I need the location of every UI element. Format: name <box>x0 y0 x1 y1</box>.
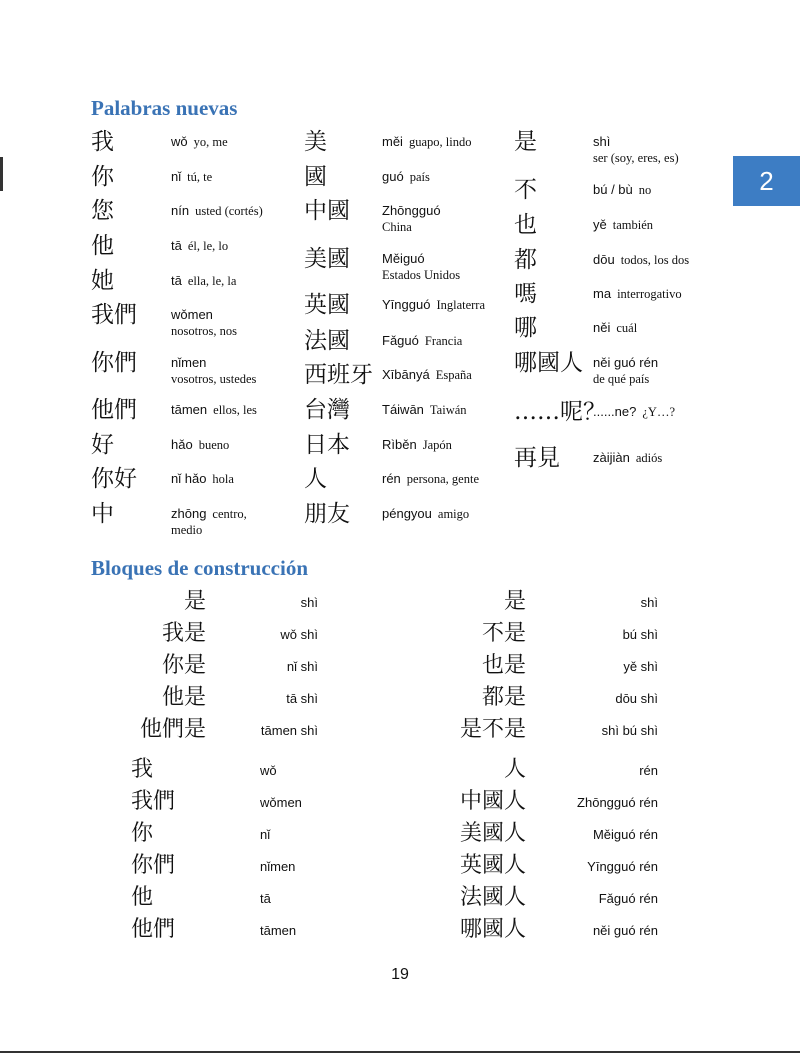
vocab-hanzi: 法國 <box>304 328 350 354</box>
vocab-translation: nosotros, nos <box>171 324 237 338</box>
vocab-pinyin: zàijiàn <box>593 450 630 465</box>
vocab-hanzi: 我們 <box>91 302 137 328</box>
block-hanzi: 是 <box>183 589 206 614</box>
vocab-pinyin: rén <box>382 471 401 486</box>
block-hanzi: 我是 <box>161 621 206 646</box>
vocab-pinyin: péngyou <box>382 506 432 521</box>
vocab-translation: ella, le, la <box>187 274 237 288</box>
vocab-pinyin-line <box>593 355 658 370</box>
vocab-translation: ser (soy, eres, es) <box>593 151 679 165</box>
vocab-pinyin: nín <box>171 203 190 218</box>
vocab-hanzi: 好 <box>91 432 114 458</box>
vocab-hanzi: 台灣 <box>304 397 350 423</box>
vocab-pinyin-line <box>171 307 213 322</box>
block-hanzi: 你 <box>131 821 154 846</box>
block-hanzi: 都是 <box>481 685 526 710</box>
vocab-pinyin-line <box>382 506 469 522</box>
vocab-translation: país <box>409 170 430 184</box>
block-pinyin: wǒ shì <box>280 627 318 642</box>
block-pinyin: tāmen <box>260 923 297 938</box>
vocab-hanzi: 他們 <box>91 397 137 423</box>
block-hanzi: 他是 <box>161 685 206 710</box>
block-hanzi: 哪國人 <box>459 917 526 942</box>
block-pinyin: yě shì <box>623 659 658 674</box>
section-title-building-blocks: Bloques de construcción <box>91 556 309 580</box>
block-pinyin: něi guó rén <box>592 923 658 938</box>
block-hanzi: 他 <box>131 885 154 910</box>
vocab-hanzi: 也 <box>514 212 537 238</box>
vocab-pinyin: nǐ hǎo <box>171 471 207 486</box>
block-pinyin: dōu shì <box>615 691 658 706</box>
block-hanzi: 美國人 <box>459 821 526 846</box>
block-pinyin: Fǎguó rén <box>598 891 658 906</box>
vocab-hanzi: 是 <box>514 129 537 155</box>
vocab-translation: él, le, lo <box>187 239 229 253</box>
vocab-pinyin: Zhōngguó <box>382 203 441 218</box>
vocab-pinyin-line <box>171 437 229 453</box>
vocab-translation: usted (cortés) <box>195 204 263 218</box>
vocab-hanzi: 你好 <box>91 466 137 492</box>
vocab-translation: Estados Unidos <box>382 268 461 282</box>
vocab-hanzi: 哪國人 <box>514 350 583 376</box>
vocab-translation: centro, <box>212 507 247 521</box>
vocab-hanzi: 人 <box>304 466 327 492</box>
vocab-pinyin-line <box>382 251 425 266</box>
block-pinyin: shì bú shì <box>601 723 658 738</box>
vocab-pinyin-line <box>171 203 263 219</box>
vocab-pinyin-line <box>593 182 651 198</box>
vocab-hanzi: 西班牙 <box>304 362 373 388</box>
vocab-pinyin-line <box>382 367 472 383</box>
vocab-pinyin-line <box>593 217 653 233</box>
vocab-pinyin: zhōng <box>171 506 207 521</box>
vocab-pinyin: nǐmen <box>171 355 207 370</box>
block-pinyin: Yīngguó rén <box>587 859 658 874</box>
vocab-hanzi: 美 <box>304 129 327 155</box>
block-pinyin: tā <box>260 891 271 906</box>
vocab-hanzi: 都 <box>514 247 537 273</box>
vocab-hanzi: 哪 <box>514 315 537 341</box>
block-pinyin: tāmen shì <box>260 723 318 738</box>
vocab-translation: todos, los dos <box>620 253 690 267</box>
vocab-pinyin-line <box>593 134 610 149</box>
vocab-hanzi: 不 <box>514 177 537 203</box>
vocab-pinyin-line <box>171 169 212 185</box>
vocab-pinyin-line <box>382 333 462 349</box>
block-hanzi: 你們 <box>131 853 176 878</box>
vocab-pinyin-line <box>382 203 441 218</box>
vocab-pinyin-line <box>382 402 467 418</box>
vocab-translation: Inglaterra <box>436 298 486 312</box>
vocab-pinyin-line <box>171 402 257 418</box>
block-hanzi: 英國人 <box>459 853 526 878</box>
left-edge-bar <box>0 157 3 191</box>
vocab-translation: vosotros, ustedes <box>171 372 257 386</box>
page-number: 19 <box>391 966 409 983</box>
vocab-translation: adiós <box>635 451 663 465</box>
vocab-pinyin: Rìběn <box>382 437 417 452</box>
vocab-pinyin: Měiguó <box>382 251 425 266</box>
vocab-pinyin: wǒmen <box>171 307 213 322</box>
vocab-hanzi: 中國 <box>304 198 350 224</box>
vocab-hanzi: 日本 <box>304 432 350 458</box>
block-pinyin: rén <box>639 763 658 778</box>
vocab-pinyin: Yīngguó <box>382 297 431 312</box>
vocab-translation: no <box>638 183 652 197</box>
block-hanzi: 是不是 <box>459 717 526 742</box>
vocab-pinyin: guó <box>382 169 404 184</box>
vocab-pinyin: měi <box>382 134 403 149</box>
vocab-hanzi: 朋友 <box>304 501 350 527</box>
vocab-hanzi: 您 <box>91 198 114 224</box>
vocab-translation: persona, gente <box>406 472 479 486</box>
bottom-rule <box>0 1051 800 1053</box>
vocab-pinyin: wǒ <box>171 134 188 149</box>
block-hanzi: 人 <box>503 757 526 782</box>
vocab-pinyin-line <box>171 355 206 370</box>
vocab-pinyin: Xībānyá <box>382 367 430 382</box>
block-pinyin: wǒ <box>260 763 277 778</box>
vocab-pinyin: hǎo <box>171 437 193 452</box>
vocab-pinyin: tāmen <box>171 402 208 417</box>
vocab-pinyin-line <box>382 471 479 487</box>
block-pinyin: Měiguó rén <box>592 827 658 842</box>
vocab-hanzi: 你 <box>91 164 114 190</box>
vocab-pinyin: ma <box>593 286 612 301</box>
vocab-pinyin: něi guó rén <box>593 355 659 370</box>
vocab-translation: amigo <box>437 507 470 521</box>
vocab-translation: ellos, les <box>213 403 257 417</box>
block-hanzi: 也是 <box>481 653 526 678</box>
vocab-pinyin-line <box>593 404 675 420</box>
vocab-hanzi: 美國 <box>304 246 350 272</box>
block-hanzi: 中國人 <box>459 789 526 814</box>
vocab-pinyin-line <box>382 437 452 453</box>
vocab-hanzi: 國 <box>304 164 327 190</box>
section-title-vocabulary: Palabras nuevas <box>91 96 238 120</box>
vocab-pinyin-line <box>171 273 236 289</box>
vocab-translation: yo, me <box>193 135 228 149</box>
vocab-pinyin-line <box>382 134 471 150</box>
vocab-translation: hola <box>212 472 234 486</box>
block-hanzi: 他們是 <box>139 717 206 742</box>
vocab-pinyin: Táiwān <box>382 402 424 417</box>
vocab-translation: bueno <box>198 438 230 452</box>
vocab-pinyin-line <box>593 450 662 466</box>
vocab-translation: España <box>435 368 472 382</box>
vocab-hanzi: 再見 <box>514 445 560 471</box>
block-hanzi: 法國人 <box>459 885 526 910</box>
vocab-pinyin: yě <box>593 217 607 232</box>
vocab-pinyin: dōu <box>593 252 615 267</box>
block-pinyin: shì <box>640 595 658 610</box>
vocab-translation: cuál <box>616 321 638 335</box>
block-pinyin: bú shì <box>622 627 658 642</box>
block-hanzi: 你是 <box>161 653 206 678</box>
block-pinyin: Zhōngguó rén <box>577 795 658 810</box>
vocab-translation: interrogativo <box>617 287 682 301</box>
vocab-hanzi: 她 <box>91 268 114 294</box>
block-pinyin: shì <box>300 595 318 610</box>
vocab-pinyin-line <box>593 252 689 268</box>
chapter-tab: 2 <box>733 156 800 206</box>
vocab-pinyin-line <box>593 320 637 336</box>
vocab-translation: también <box>612 218 653 232</box>
block-hanzi: 我 <box>131 757 154 782</box>
vocab-translation: China <box>382 220 412 234</box>
block-hanzi: 他們 <box>131 917 176 942</box>
block-pinyin: wǒmen <box>260 795 302 810</box>
vocab-hanzi: 他 <box>91 233 114 259</box>
block-pinyin: nǐ shì <box>286 659 318 674</box>
vocab-hanzi: ……呢？ <box>514 399 606 425</box>
block-pinyin: nǐ <box>260 827 271 842</box>
vocab-hanzi: 嗎 <box>514 281 537 307</box>
vocab-hanzi: 我 <box>91 129 114 155</box>
vocab-pinyin: nǐ <box>171 169 182 184</box>
vocab-pinyin: Fǎguó <box>382 333 419 348</box>
vocab-translation: de qué país <box>593 372 650 386</box>
vocab-pinyin: tā <box>171 238 182 253</box>
vocab-pinyin-line <box>593 286 682 302</box>
vocab-translation: ¿Y…? <box>642 405 675 419</box>
vocab-hanzi: 你們 <box>91 350 137 376</box>
vocab-translation: Taiwán <box>429 403 467 417</box>
block-hanzi: 不是 <box>481 621 526 646</box>
vocab-translation: Francia <box>424 334 463 348</box>
vocab-translation: tú, te <box>187 170 213 184</box>
vocab-pinyin-line <box>382 297 485 313</box>
vocab-pinyin-line <box>171 471 234 487</box>
vocab-pinyin-line <box>171 238 228 254</box>
block-pinyin: nǐmen <box>260 859 296 874</box>
vocab-pinyin-line <box>171 134 228 150</box>
block-hanzi: 我們 <box>131 789 176 814</box>
vocab-pinyin: něi <box>593 320 611 335</box>
vocab-hanzi: 英國 <box>304 292 350 318</box>
vocab-pinyin: bú / bù <box>593 182 633 197</box>
vocab-hanzi: 中 <box>91 501 114 527</box>
vocab-pinyin: tā <box>171 273 182 288</box>
vocab-pinyin: shì <box>593 134 611 149</box>
vocab-translation: Japón <box>422 438 452 452</box>
vocab-pinyin-line <box>382 169 430 185</box>
vocab-translation: medio <box>171 523 203 537</box>
block-pinyin: tā shì <box>286 691 318 706</box>
vocab-pinyin: ......ne? <box>593 404 637 419</box>
vocab-pinyin-line <box>171 506 247 522</box>
vocab-translation: guapo, lindo <box>408 135 472 149</box>
block-hanzi: 是 <box>503 589 526 614</box>
